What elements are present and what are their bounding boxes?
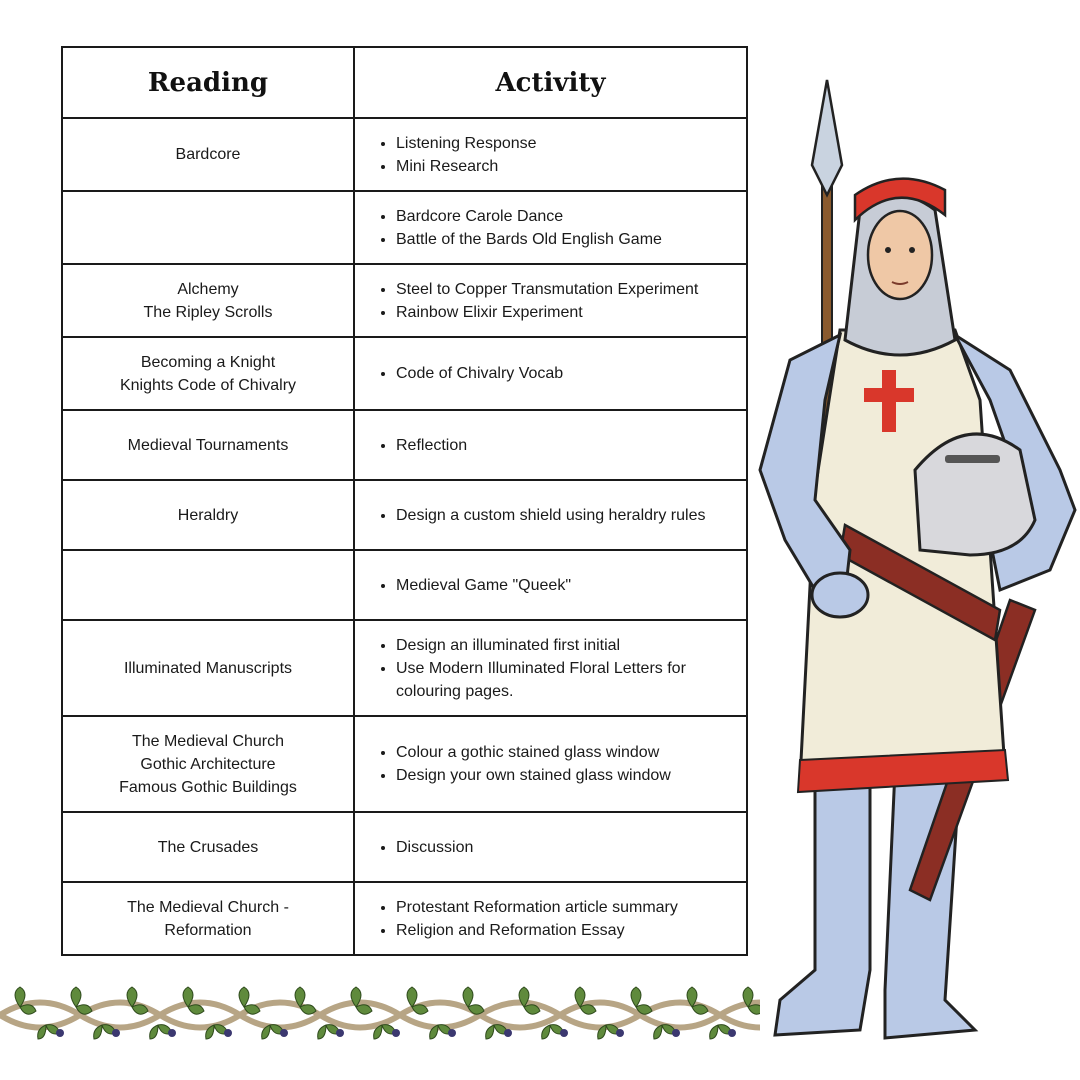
table-row bbox=[62, 118, 747, 191]
vine-leaf-icon bbox=[127, 987, 148, 1014]
activity-list bbox=[355, 434, 738, 457]
reading-topic: Heraldry bbox=[177, 506, 239, 524]
grape-icon bbox=[616, 1029, 624, 1037]
activity-list bbox=[355, 634, 738, 703]
activity-list bbox=[355, 741, 738, 787]
activity-item: • Design an illuminated first initial bbox=[396, 634, 738, 657]
grape-icon bbox=[728, 1029, 736, 1037]
reading-topic: Bardcore bbox=[175, 146, 241, 163]
table-header-row bbox=[62, 47, 747, 118]
left-eye bbox=[885, 247, 891, 253]
reading-cell bbox=[62, 264, 354, 337]
activity-cell bbox=[354, 480, 747, 550]
activity-item: • Religion and Reformation Essay bbox=[396, 919, 738, 942]
vine-leaf-icon bbox=[239, 987, 260, 1014]
activity-item: • Use Modern Illuminated Floral Letters for colouring pages. bbox=[396, 657, 738, 703]
reading-cell bbox=[62, 118, 354, 191]
activity-list bbox=[355, 362, 738, 385]
table-row bbox=[62, 882, 747, 955]
reading-cell bbox=[62, 620, 354, 716]
grape-icon bbox=[280, 1029, 288, 1037]
activity-item: • Design a custom shield using heraldry rules bbox=[396, 504, 738, 527]
activity-cell bbox=[354, 550, 747, 620]
activity-item: • Protestant Reformation article summary bbox=[396, 896, 738, 919]
grapevine-border-illustration bbox=[0, 985, 760, 1045]
reading-cell bbox=[62, 191, 354, 264]
table-row bbox=[62, 480, 747, 550]
grape-icon bbox=[56, 1029, 64, 1037]
table-row bbox=[62, 812, 747, 882]
activity-cell bbox=[354, 620, 747, 716]
table-row bbox=[62, 264, 747, 337]
reading-topic: The Ripley Scrolls bbox=[143, 303, 273, 321]
reading-cell bbox=[62, 882, 354, 955]
activity-item: • Mini Research bbox=[396, 155, 738, 178]
reading-column-header: Reading bbox=[62, 47, 354, 118]
reading-topic: Becoming a Knight bbox=[140, 353, 276, 371]
activity-cell bbox=[354, 191, 747, 264]
spear-head bbox=[812, 80, 842, 195]
face bbox=[868, 211, 932, 299]
right-eye bbox=[909, 247, 915, 253]
reading-topic: Famous Gothic Buildings bbox=[119, 778, 297, 796]
activity-list bbox=[355, 836, 738, 859]
grape-icon bbox=[224, 1029, 232, 1037]
great-helm bbox=[915, 434, 1035, 555]
activity-list bbox=[355, 205, 738, 251]
reading-topic: The Medieval Church bbox=[131, 732, 285, 750]
activity-cell bbox=[354, 716, 747, 812]
left-gauntlet bbox=[812, 573, 868, 617]
grape-icon bbox=[448, 1029, 456, 1037]
grape-icon bbox=[392, 1029, 400, 1037]
reading-cell bbox=[62, 410, 354, 480]
table-row bbox=[62, 716, 747, 812]
reading-cell bbox=[62, 480, 354, 550]
table-row bbox=[62, 620, 747, 716]
activity-cell bbox=[354, 812, 747, 882]
left-leg bbox=[775, 770, 870, 1035]
reading-topic: Reformation bbox=[164, 921, 252, 939]
activity-column-header: Activity bbox=[354, 47, 747, 118]
activity-cell bbox=[354, 118, 747, 191]
knight-illustration bbox=[720, 70, 1080, 1060]
table-row bbox=[62, 550, 747, 620]
reading-topic: Alchemy bbox=[177, 280, 239, 298]
activity-item: • Bardcore Carole Dance bbox=[396, 205, 738, 228]
reading-cell bbox=[62, 550, 354, 620]
activity-item: • Steel to Copper Transmutation Experiment bbox=[396, 278, 738, 301]
activity-cell bbox=[354, 264, 747, 337]
activity-list bbox=[355, 896, 738, 942]
activity-item: • Rainbow Elixir Experiment bbox=[396, 301, 738, 324]
vine-leaf-icon bbox=[687, 987, 708, 1014]
table-row bbox=[62, 337, 747, 410]
activity-cell bbox=[354, 410, 747, 480]
activity-item: • Listening Response bbox=[396, 132, 738, 155]
grape-icon bbox=[112, 1029, 120, 1037]
activity-list bbox=[355, 278, 738, 324]
activity-item: • Battle of the Bards Old English Game bbox=[396, 228, 738, 251]
grape-icon bbox=[336, 1029, 344, 1037]
grape-icon bbox=[560, 1029, 568, 1037]
reading-topic: Knights Code of Chivalry bbox=[119, 376, 297, 394]
activity-cell bbox=[354, 882, 747, 955]
activity-list bbox=[355, 132, 738, 178]
activity-item: • Discussion bbox=[396, 836, 738, 859]
activity-cell bbox=[354, 337, 747, 410]
reading-topic: Medieval Tournaments bbox=[127, 436, 289, 454]
reading-topic: Gothic Architecture bbox=[140, 755, 276, 773]
activity-list bbox=[355, 574, 738, 597]
grape-icon bbox=[168, 1029, 176, 1037]
vine-leaves bbox=[15, 987, 760, 1039]
helm-visor bbox=[945, 455, 1000, 463]
reading-topic: The Medieval Church - bbox=[127, 898, 289, 916]
curriculum-table bbox=[61, 46, 748, 956]
vine-leaf-icon bbox=[295, 987, 316, 1014]
grape-icon bbox=[504, 1029, 512, 1037]
reading-cell bbox=[62, 337, 354, 410]
table-row bbox=[62, 410, 747, 480]
table-row bbox=[62, 191, 747, 264]
reading-topic: The Crusades bbox=[157, 838, 259, 856]
table-body bbox=[62, 118, 747, 955]
activity-item: • Code of Chivalry Vocab bbox=[396, 362, 738, 385]
reading-cell bbox=[62, 812, 354, 882]
activity-item: • Medieval Game "Queek" bbox=[396, 574, 738, 597]
activity-item: • Design your own stained glass window bbox=[396, 764, 738, 787]
grape-icon bbox=[672, 1029, 680, 1037]
activity-list bbox=[355, 504, 738, 527]
activity-item: • Colour a gothic stained glass window bbox=[396, 741, 738, 764]
reading-cell bbox=[62, 716, 354, 812]
reading-topic: Illuminated Manuscripts bbox=[123, 659, 293, 677]
activity-item: • Reflection bbox=[396, 434, 738, 457]
